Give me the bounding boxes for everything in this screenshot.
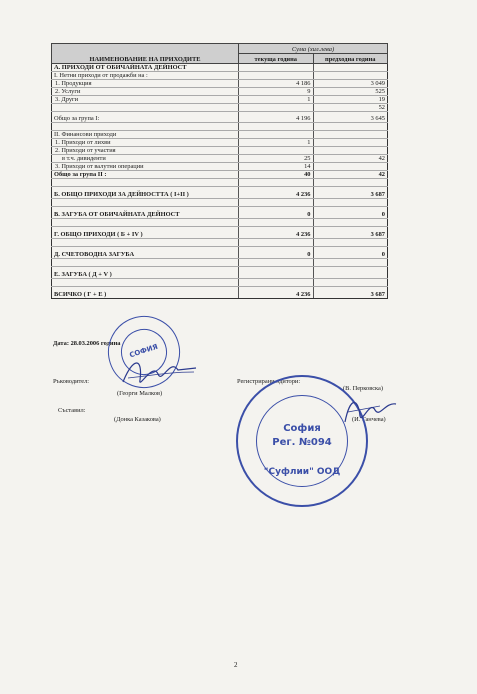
table-body bbox=[52, 64, 388, 299]
row-current-value: 4 186 bbox=[239, 80, 314, 88]
row-previous-value bbox=[313, 259, 388, 267]
row-previous-value: 525 bbox=[313, 88, 388, 96]
row-label: ВСИЧКО ( Г + Е ) bbox=[52, 287, 239, 299]
row-label: Б. ОБЩО ПРИХОДИ ЗА ДЕЙНОСТТА ( I+II ) bbox=[52, 187, 239, 199]
row-label: 2. Приходи от участия bbox=[52, 147, 239, 155]
table-row bbox=[52, 139, 388, 147]
table-row bbox=[52, 227, 388, 239]
row-label bbox=[52, 199, 239, 207]
table-row bbox=[52, 147, 388, 155]
row-label: Г. ОБЩО ПРИХОДИ ( Б + IV ) bbox=[52, 227, 239, 239]
table-row bbox=[52, 239, 388, 247]
row-label bbox=[52, 104, 239, 112]
row-current-value: 4 236 bbox=[239, 287, 314, 299]
row-previous-value: 3 687 bbox=[313, 287, 388, 299]
row-current-value: 1 bbox=[239, 96, 314, 104]
date-label: Дата: 28.03.2006 година bbox=[53, 340, 121, 347]
row-previous-value bbox=[313, 179, 388, 187]
row-previous-value: 0 bbox=[313, 247, 388, 259]
auditor1-name: (В. Перковска) bbox=[343, 385, 383, 392]
auditors-stamp-city: София bbox=[283, 423, 321, 434]
row-label: Д. СЧЕТОВОДНА ЗАГУБА bbox=[52, 247, 239, 259]
row-previous-value bbox=[313, 139, 388, 147]
row-current-value: 4 236 bbox=[239, 227, 314, 239]
table-row bbox=[52, 259, 388, 267]
table-row bbox=[52, 207, 388, 219]
header-name: НАИМЕНОВАНИЕ НА ПРИХОДИТЕ bbox=[52, 44, 239, 64]
company-stamp-text: СОФИЯ bbox=[128, 342, 159, 360]
row-previous-value bbox=[313, 163, 388, 171]
manager-name: (Георги Малков) bbox=[117, 390, 163, 397]
row-current-value: 0 bbox=[239, 207, 314, 219]
table-row bbox=[52, 72, 388, 80]
row-label: 3. Приходи от валутни операции bbox=[52, 163, 239, 171]
compiler-name: (Донка Казакова) bbox=[114, 416, 161, 423]
compiler-label: Съставил: bbox=[58, 407, 86, 414]
row-previous-value: 42 bbox=[313, 171, 388, 179]
header-previous: предходна година bbox=[313, 54, 388, 64]
row-current-value bbox=[239, 64, 314, 72]
table-row bbox=[52, 96, 388, 104]
row-label: А. ПРИХОДИ ОТ ОБИЧАЙНАТА ДЕЙНОСТ bbox=[52, 64, 239, 72]
page-number: 2 bbox=[234, 661, 238, 669]
row-previous-value bbox=[313, 239, 388, 247]
row-current-value: 4 196 bbox=[239, 112, 314, 123]
row-label: 2. Услуги bbox=[52, 88, 239, 96]
row-previous-value: 52 bbox=[313, 104, 388, 112]
auditor2-name: (И. Ганчева) bbox=[352, 416, 386, 423]
row-previous-value bbox=[313, 72, 388, 80]
auditor-signature bbox=[340, 392, 400, 428]
auditors-stamp-name: "Суфлии" ООД bbox=[263, 467, 341, 477]
row-label bbox=[52, 239, 239, 247]
row-current-value bbox=[239, 104, 314, 112]
row-label: 3. Други bbox=[52, 96, 239, 104]
row-current-value: 14 bbox=[239, 163, 314, 171]
row-current-value: 4 236 bbox=[239, 187, 314, 199]
manager-label: Ръководител: bbox=[53, 378, 90, 385]
header-current: текуща година bbox=[239, 54, 314, 64]
table-row bbox=[52, 199, 388, 207]
row-label bbox=[52, 219, 239, 227]
table-row bbox=[52, 163, 388, 171]
row-current-value: 40 bbox=[239, 171, 314, 179]
table-row bbox=[52, 64, 388, 72]
row-current-value bbox=[239, 123, 314, 131]
table-row bbox=[52, 155, 388, 163]
table-row bbox=[52, 247, 388, 259]
row-label: Общо за група II : bbox=[52, 171, 239, 179]
row-current-value bbox=[239, 219, 314, 227]
row-previous-value: 3 687 bbox=[313, 227, 388, 239]
row-label: В. ЗАГУБА ОТ ОБИЧАЙНАТА ДЕЙНОСТ bbox=[52, 207, 239, 219]
row-current-value bbox=[239, 279, 314, 287]
row-current-value: 1 bbox=[239, 139, 314, 147]
row-previous-value bbox=[313, 147, 388, 155]
row-current-value bbox=[239, 131, 314, 139]
table-row bbox=[52, 171, 388, 179]
row-current-value: 25 bbox=[239, 155, 314, 163]
row-current-value bbox=[239, 259, 314, 267]
row-previous-value: 3 687 bbox=[313, 187, 388, 199]
auditors-label: Регистрирани одитори: bbox=[237, 378, 301, 385]
row-label: II. Финансови приходи bbox=[52, 131, 239, 139]
table-row bbox=[52, 80, 388, 88]
row-previous-value bbox=[313, 199, 388, 207]
row-current-value bbox=[239, 179, 314, 187]
row-current-value bbox=[239, 72, 314, 80]
table-row bbox=[52, 123, 388, 131]
manager-signature bbox=[118, 352, 198, 392]
row-label: 1. Приходи от лихви bbox=[52, 139, 239, 147]
row-current-value bbox=[239, 239, 314, 247]
row-previous-value: 42 bbox=[313, 155, 388, 163]
table-row bbox=[52, 267, 388, 279]
row-previous-value: 19 bbox=[313, 96, 388, 104]
income-table bbox=[51, 43, 388, 299]
row-label: I. Нетни приходи от продажби на : bbox=[52, 72, 239, 80]
row-label: в т.ч. дивиденти bbox=[52, 155, 239, 163]
table-row bbox=[52, 279, 388, 287]
table-row bbox=[52, 287, 388, 299]
row-previous-value: 3 645 bbox=[313, 112, 388, 123]
row-current-value: 0 bbox=[239, 247, 314, 259]
table-row bbox=[52, 131, 388, 139]
row-label: 1. Продукция bbox=[52, 80, 239, 88]
table-row bbox=[52, 219, 388, 227]
table-row bbox=[52, 179, 388, 187]
row-previous-value: 3 049 bbox=[313, 80, 388, 88]
row-previous-value bbox=[313, 64, 388, 72]
row-current-value bbox=[239, 267, 314, 279]
table-row bbox=[52, 104, 388, 112]
row-previous-value bbox=[313, 219, 388, 227]
auditors-stamp-reg: Рег. №094 bbox=[272, 437, 332, 448]
row-previous-value bbox=[313, 279, 388, 287]
row-previous-value: 0 bbox=[313, 207, 388, 219]
row-label: Е. ЗАГУБА ( Д + V ) bbox=[52, 267, 239, 279]
row-current-value bbox=[239, 147, 314, 155]
row-label: Общо за група I: bbox=[52, 112, 239, 123]
row-current-value: 9 bbox=[239, 88, 314, 96]
row-label bbox=[52, 123, 239, 131]
table-row bbox=[52, 88, 388, 96]
row-previous-value bbox=[313, 131, 388, 139]
header-sum: Сума (хил.лева) bbox=[239, 44, 388, 54]
row-label bbox=[52, 279, 239, 287]
row-previous-value bbox=[313, 123, 388, 131]
table-row bbox=[52, 187, 388, 199]
row-current-value bbox=[239, 199, 314, 207]
table-row bbox=[52, 112, 388, 123]
row-label bbox=[52, 179, 239, 187]
row-label bbox=[52, 259, 239, 267]
row-previous-value bbox=[313, 267, 388, 279]
